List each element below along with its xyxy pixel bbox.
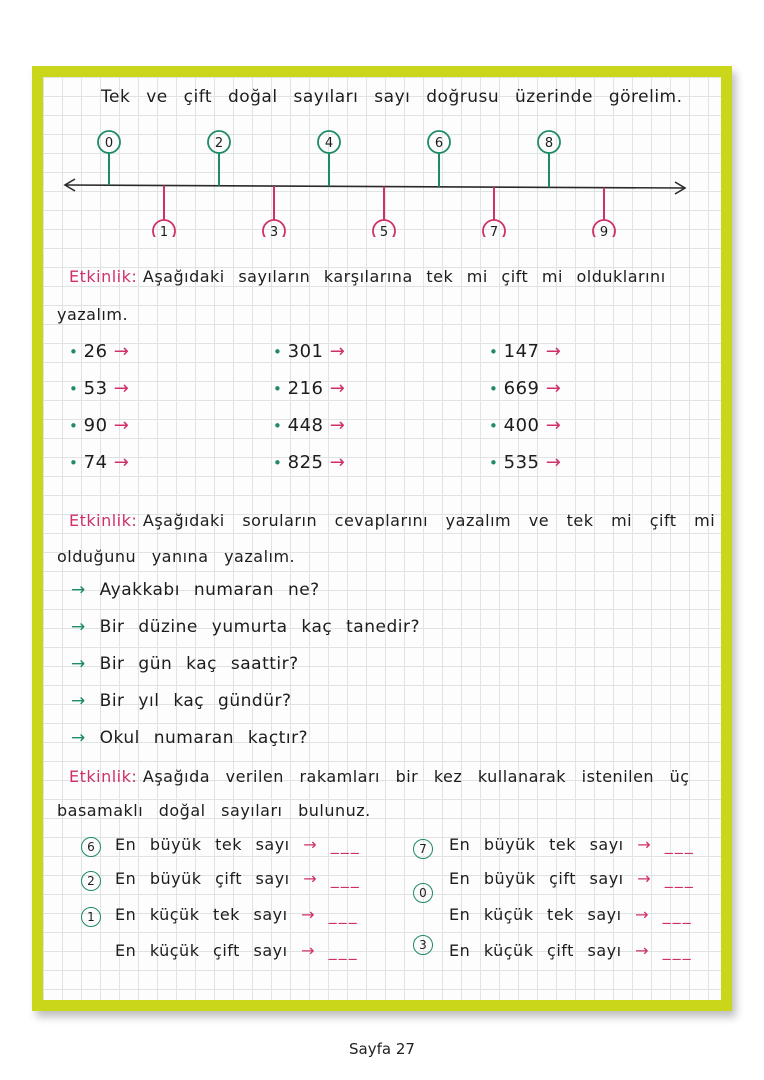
arrow-right-icon: → [71,580,100,600]
odd-mark-3 [263,186,285,237]
number-value: 26 [83,341,108,362]
bullet-icon: • [273,417,288,435]
activity3-instruction-2: basamaklı doğal sayıları bulunuz. [57,801,371,820]
bullet-icon: • [69,454,84,472]
arrow-right-icon: → [539,415,562,436]
activity2-heading [69,511,715,530]
digit-circle-left: 6 [81,837,101,857]
even-mark-4-label: 4 [324,136,334,151]
number-value: 216 [287,378,324,399]
question-item [71,728,308,748]
number-line-axis [65,185,685,188]
arrow-right-icon: → [289,835,331,854]
arrow-right-icon: → [107,378,130,399]
activity2-instruction-2: olduğunu yanına yazalım. [57,547,296,566]
arrow-right-icon: → [71,654,100,674]
item-text: En büyük tek sayı [115,835,290,854]
even-mark-2-label: 2 [214,136,224,151]
bullet-icon: • [69,343,84,361]
left-task-item [115,869,361,888]
digit-circle-right: 7 [413,839,433,859]
bullet-icon: • [273,454,288,472]
even-mark-0 [98,131,120,185]
answer-blank[interactable]: ___ [662,905,693,924]
even-mark-6-label: 6 [434,136,444,151]
arrow-right-icon: → [323,415,346,436]
activity2-label: Etkinlik: [69,511,138,530]
page-frame [32,66,732,1011]
arrow-right-icon: → [289,869,331,888]
item-text: En küçük tek sayı [115,905,288,924]
number-item [273,415,345,436]
odd-mark-9-label: 9 [599,225,609,237]
arrow-right-icon: → [539,378,562,399]
odd-mark-3-label: 3 [269,225,279,237]
odd-mark-9 [593,188,615,237]
number-value: 53 [83,378,108,399]
number-value: 400 [503,415,540,436]
even-mark-2 [208,131,230,186]
item-text: En büyük tek sayı [449,835,624,854]
bullet-icon: • [69,417,84,435]
even-mark-4 [318,131,340,186]
arrow-right-icon: → [623,835,665,854]
digit-circle-left: 1 [81,907,101,927]
number-item [273,341,345,362]
number-line [43,117,721,237]
number-value: 74 [83,452,108,473]
item-text: En küçük çift sayı [449,941,622,960]
intro-text: Tek ve çift doğal sayıları sayı doğrusu üzerinde görelim. [101,87,683,107]
odd-mark-5 [373,187,395,237]
right-task-item [449,835,695,854]
answer-blank[interactable]: ___ [664,835,695,854]
activity3-label: Etkinlik: [69,767,138,786]
arrow-right-icon: → [107,341,130,362]
even-mark-8-label: 8 [544,136,554,151]
left-task-item [115,941,359,960]
answer-blank[interactable]: ___ [328,941,359,960]
odd-mark-7-label: 7 [489,225,499,237]
activity1-instruction-1: Aşağıdaki sayıların karşılarına tek mi çift mi olduklarını [142,267,666,286]
digit-circle-right: 0 [413,883,433,903]
answer-blank[interactable]: ___ [662,941,693,960]
arrow-right-icon: → [71,728,100,748]
bullet-icon: • [489,380,504,398]
question-text: Okul numaran kaçtır? [99,728,309,748]
bullet-icon: • [489,417,504,435]
even-mark-0-label: 0 [104,136,114,151]
arrow-right-icon: → [621,905,663,924]
activity1-heading [69,267,666,286]
digit-circle-right: 3 [413,935,433,955]
odd-mark-7 [483,187,505,237]
arrow-right-icon: → [71,691,100,711]
number-value: 90 [83,415,108,436]
number-value: 669 [503,378,540,399]
number-item [273,452,345,473]
odd-mark-1 [153,185,175,237]
number-value: 825 [287,452,324,473]
left-task-item [115,905,359,924]
arrow-right-icon: → [323,452,346,473]
question-text: Bir yıl kaç gündür? [99,691,292,711]
arrow-right-icon: → [539,341,562,362]
arrow-right-icon: → [107,415,130,436]
number-item [69,452,129,473]
activity3-instruction-1: Aşağıda verilen rakamları bir kez kullanarak istenilen üç [142,767,690,786]
right-task-item [449,941,693,960]
arrow-right-icon: → [323,378,346,399]
even-mark-6 [428,131,450,187]
question-item [71,691,291,711]
question-text: Bir gün kaç saattir? [99,654,299,674]
arrow-right-icon: → [623,869,665,888]
activity1-label: Etkinlik: [69,267,138,286]
number-item [489,341,561,362]
left-task-item [115,835,361,854]
question-text: Ayakkabı numaran ne? [99,580,320,600]
arrow-right-icon: → [287,941,329,960]
bullet-icon: • [489,343,504,361]
question-text: Bir düzine yumurta kaç tanedir? [99,617,420,637]
even-mark-8 [538,131,560,187]
item-text: En büyük çift sayı [115,869,290,888]
bullet-icon: • [69,380,84,398]
activity1-instruction-2: yazalım. [57,305,129,324]
activity3-heading [69,767,690,786]
question-item [71,617,420,637]
answer-blank[interactable]: ___ [330,835,361,854]
number-item [69,415,129,436]
bullet-icon: • [489,454,504,472]
question-item [71,654,299,674]
bullet-icon: • [273,380,288,398]
odd-mark-1-label: 1 [159,225,169,237]
number-item [489,415,561,436]
question-item [71,580,320,600]
answer-blank[interactable]: ___ [664,869,695,888]
arrow-right-icon: → [71,617,100,637]
number-value: 448 [287,415,324,436]
number-item [273,378,345,399]
answer-blank[interactable]: ___ [328,905,359,924]
odd-mark-5-label: 5 [379,225,389,237]
item-text: En küçük tek sayı [449,905,622,924]
right-task-item [449,905,693,924]
worksheet [43,77,721,1000]
digit-circle-left: 2 [81,871,101,891]
number-value: 301 [287,341,324,362]
item-text: En büyük çift sayı [449,869,624,888]
number-item [489,452,561,473]
answer-blank[interactable]: ___ [330,869,361,888]
bullet-icon: • [273,343,288,361]
right-task-item [449,869,695,888]
number-item [489,378,561,399]
number-value: 535 [503,452,540,473]
number-item [69,341,129,362]
activity2-instruction-1: Aşağıdaki soruların cevaplarını yazalım ve tek mi çift mi [142,511,716,530]
arrow-right-icon: → [107,452,130,473]
number-value: 147 [503,341,540,362]
number-item [69,378,129,399]
arrow-right-icon: → [621,941,663,960]
arrow-right-icon: → [287,905,329,924]
arrow-right-icon: → [323,341,346,362]
page-number: Sayfa 27 [349,1040,415,1058]
arrow-right-icon: → [539,452,562,473]
item-text: En küçük çift sayı [115,941,288,960]
